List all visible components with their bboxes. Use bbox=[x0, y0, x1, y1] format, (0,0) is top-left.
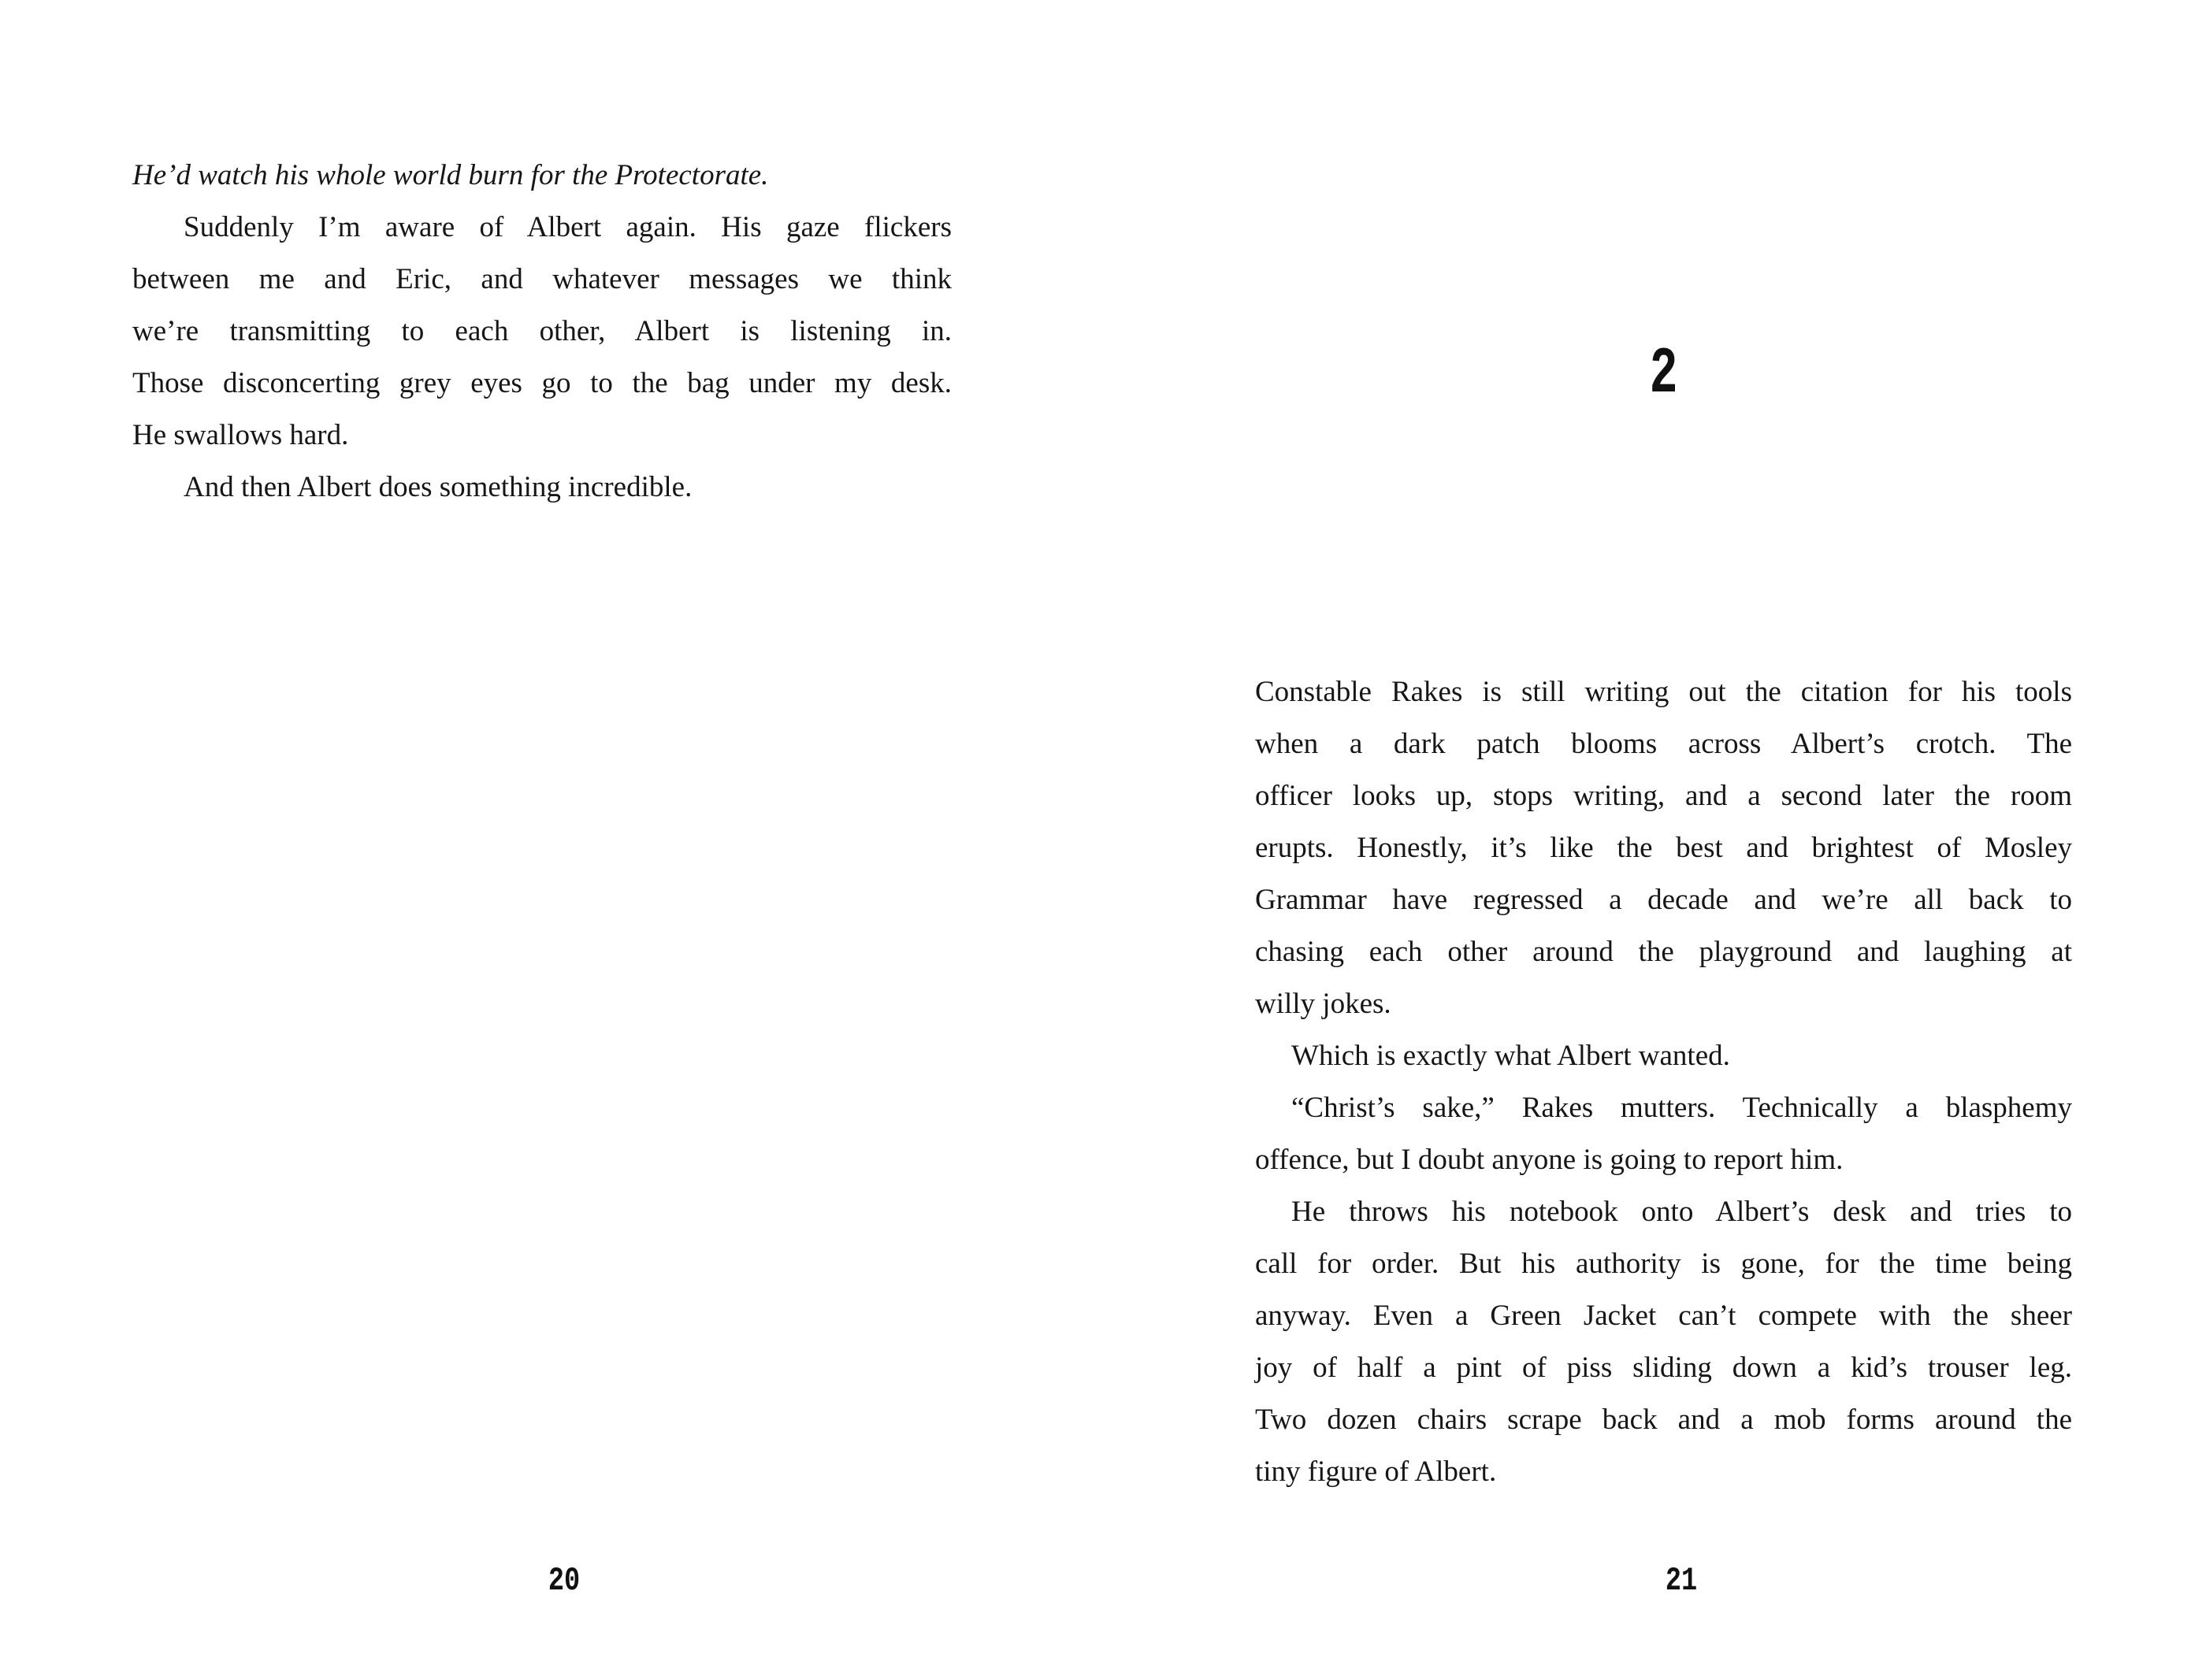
text-line: erupts. Honestly, it’s like the best and brightest of Mosley bbox=[1255, 832, 2072, 864]
text-line: when a dark patch blooms across Albert’s crotch. The bbox=[1255, 728, 2072, 760]
text-line: between me and Eric, and whatever messages we think bbox=[132, 263, 952, 295]
text-line: tiny figure of Albert. bbox=[1255, 1456, 1497, 1488]
text-line: Suddenly I’m aware of Albert again. His gaze flickers bbox=[184, 211, 952, 243]
text-line: He’d watch his whole world burn for the Protectorate. bbox=[132, 159, 769, 191]
text-line: call for order. But his authority is gone, for the time being bbox=[1255, 1248, 2072, 1280]
paragraph bbox=[1255, 1082, 2072, 1186]
paragraph bbox=[132, 202, 952, 462]
page-right bbox=[1103, 0, 2206, 1680]
paragraph bbox=[132, 150, 952, 202]
text-line: Which is exactly what Albert wanted. bbox=[1291, 1040, 1730, 1072]
text-line: He swallows hard. bbox=[132, 419, 349, 451]
text-line: joy of half a pint of piss sliding down a kid’s trouser leg. bbox=[1255, 1352, 2072, 1384]
chapter-number: 2 bbox=[1649, 337, 1678, 411]
text-line: And then Albert does something incredible. bbox=[184, 471, 693, 503]
text-line: Two dozen chairs scrape back and a mob forms around the bbox=[1255, 1404, 2072, 1436]
text-line: He throws his notebook onto Albert’s desk and tries to bbox=[1291, 1196, 2072, 1228]
paragraph bbox=[1255, 1186, 2072, 1498]
text-line: Grammar have regressed a decade and we’re all back to bbox=[1255, 884, 2072, 916]
text-line: officer looks up, stops writing, and a second later the room bbox=[1255, 780, 2072, 812]
text-line: offence, but I doubt anyone is going to report him. bbox=[1255, 1144, 1844, 1176]
text-line: anyway. Even a Green Jacket can’t compete with the sheer bbox=[1255, 1300, 2072, 1332]
paragraph bbox=[132, 462, 952, 514]
page-number-right: 21 bbox=[1665, 1562, 1698, 1600]
paragraph bbox=[1255, 1030, 2072, 1082]
text-line: “Christ’s sake,” Rakes mutters. Technically a blasphemy bbox=[1291, 1092, 2072, 1124]
text-line: we’re transmitting to each other, Albert is listening in. bbox=[132, 315, 952, 347]
text-line: chasing each other around the playground and laughing at bbox=[1255, 936, 2072, 968]
left-page-text-block bbox=[132, 150, 952, 514]
right-page-text-block bbox=[1255, 666, 2072, 1498]
page-number-left: 20 bbox=[548, 1562, 581, 1600]
paragraph bbox=[1255, 666, 2072, 1030]
text-line: Constable Rakes is still writing out the citation for his tools bbox=[1255, 676, 2072, 708]
text-line: Those disconcerting grey eyes go to the bag under my desk. bbox=[132, 367, 952, 399]
text-line: willy jokes. bbox=[1255, 988, 1391, 1020]
